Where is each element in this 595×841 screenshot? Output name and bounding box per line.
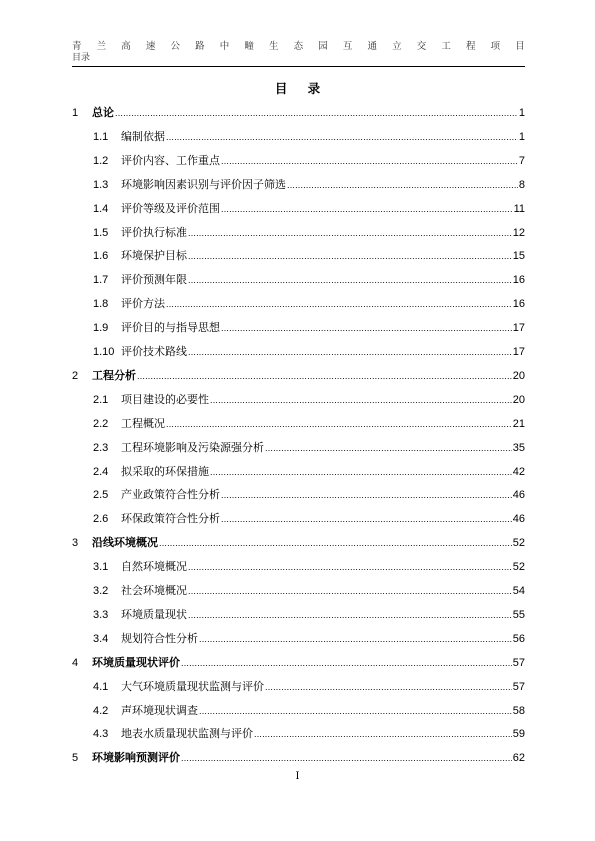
header-title-char: 疃 [244,41,254,52]
toc-entry[interactable] [72,363,525,383]
header-title-char: 速 [145,41,156,52]
toc-leader-dots [188,249,512,263]
toc-entry-title: 规划符合性分析 [121,632,198,645]
toc-entry-page: 16 [512,274,525,287]
toc-entry-number: 1.4 [93,202,109,215]
toc-entry[interactable] [72,745,525,765]
toc-entry[interactable] [72,148,525,168]
toc-entry-title: 环境质量现状 [121,608,187,621]
toc-entry-title: 评价内容、工作重点 [121,154,220,167]
toc-entry-number: 1.2 [93,154,109,167]
header-title-char: 态 [293,41,304,52]
toc-leader-dots [287,178,518,192]
toc-entry[interactable] [72,482,525,502]
toc-entry-page: 17 [512,346,525,358]
toc-entry-title: 评价等级及评价范围 [121,202,220,215]
toc-entry-page: 15 [512,250,525,263]
header-section-label: 目录 [72,53,91,63]
header-title-char: 兰 [96,41,107,52]
toc-entry-title: 环境影响预测评价 [92,752,180,765]
header-title-char: 路 [195,41,205,52]
toc-entry-title: 社会环境概况 [121,585,187,597]
toc-leader-dots [199,704,512,718]
toc-leader-dots [188,273,512,287]
page-header [72,41,525,64]
toc-leader-dots [188,345,512,359]
toc-entry[interactable] [72,243,525,263]
toc-entry-page: 17 [512,322,525,335]
toc-entry[interactable] [72,674,525,694]
header-title-char: 公 [170,41,181,52]
toc-leader-dots [199,632,512,646]
toc-entry[interactable] [72,291,525,311]
toc-entry-page: 7 [518,154,525,167]
toc-leader-dots [221,512,512,526]
toc-entry[interactable] [72,626,525,646]
toc-entry-number: 2.6 [93,513,109,526]
toc-entry-number: 1.7 [93,274,109,287]
header-project-title [72,41,525,53]
toc-entry-number: 1.10 [93,346,115,358]
page-number: I [295,771,300,782]
toc-entry-title: 评价预测年限 [121,274,187,287]
toc-entry[interactable] [72,267,525,287]
toc-entry[interactable] [72,339,525,359]
header-title-char: 互 [342,41,353,52]
toc-entry-page: 35 [512,441,525,454]
toc-leader-dots [166,130,518,144]
toc-entry-page: 20 [512,393,525,406]
header-title-char: 高 [121,41,131,52]
toc-entry-page: 57 [512,656,525,669]
toc-entry-page: 59 [512,728,525,741]
header-rule [72,66,525,67]
toc-entry[interactable] [72,411,525,431]
header-title-char: 项 [490,41,501,52]
toc-entry[interactable] [72,721,525,741]
toc-entry-number: 3.2 [93,585,109,597]
toc-entry[interactable] [72,554,525,574]
toc-entry[interactable] [72,650,525,670]
header-title-char: 工 [441,41,451,52]
toc-entry-page: 58 [512,704,525,717]
toc-entry[interactable] [72,530,525,550]
toc-entry-page: 12 [512,226,525,239]
toc-leader-dots [181,656,512,670]
toc-entry-page: 11 [513,202,525,215]
toc-entry-title: 环保政策符合性分析 [121,513,220,526]
toc-entry-page: 56 [512,632,525,645]
toc-entry[interactable] [72,315,525,335]
toc-entry-number: 4.2 [93,704,109,717]
toc-entry-title: 评价目的与指导思想 [121,322,220,335]
toc-leader-dots [188,226,512,240]
toc-entry-title: 沿线环境概况 [92,537,158,550]
toc-entry-number: 1.6 [93,250,109,263]
toc-entry[interactable] [72,172,525,192]
toc-entry-number: 2.2 [93,417,109,430]
toc-leader-dots [221,202,513,216]
toc-entry-number: 3.1 [93,561,109,574]
toc-leader-dots [115,106,518,120]
toc-entry[interactable] [72,435,525,455]
header-title-char: 目 [515,41,525,52]
toc-entry-number: 1.1 [93,130,109,143]
toc-entry[interactable] [72,578,525,598]
toc-entry-page: 55 [512,608,525,621]
toc-entry-page: 52 [512,537,525,550]
toc-entry-title: 评价执行标准 [121,226,187,239]
toc-entry-number: 1.9 [93,322,109,335]
header-title-char: 园 [318,41,328,52]
toc-entry-number: 2.1 [93,393,109,406]
toc-leader-dots [210,465,512,479]
toc-entry-title: 项目建设的必要性 [121,393,209,406]
toc-entry-number: 1.8 [93,298,109,311]
toc-entry-page: 54 [512,585,525,597]
toc-entry-page: 1 [518,130,525,143]
toc-entry-number: 4.3 [93,728,109,741]
toc-entry[interactable] [72,506,525,526]
toc-entry[interactable] [72,602,525,622]
toc-entry[interactable] [72,387,525,407]
toc-entry-page: 52 [512,561,525,574]
toc-entry-page: 46 [512,489,525,502]
toc-leader-dots [265,441,512,455]
toc-title: 目 录 [274,81,329,96]
toc-entry-page: 16 [512,298,525,311]
toc-leader-dots [181,751,512,765]
toc-entry-title: 评价方法 [121,298,165,311]
toc-entry[interactable] [72,698,525,718]
toc-entry-title: 大气环境质量现状监测与评价 [121,680,264,693]
toc-entry[interactable] [72,124,525,144]
toc-leader-dots [188,584,512,598]
toc-entry-number: 2 [72,369,79,382]
toc-entry-title: 编制依据 [121,130,165,143]
toc-entry-number: 1.3 [93,178,109,191]
toc-entry[interactable] [72,220,525,240]
toc-entry[interactable] [72,100,525,120]
toc-entry-number: 2.4 [93,465,109,478]
toc-entry-title: 环境质量现状评价 [92,656,180,669]
toc-entry[interactable] [72,459,525,479]
toc-entry-title: 声环境现状调查 [121,704,198,717]
toc-leader-dots [221,321,512,335]
toc-entry-title: 拟采取的环保措施 [121,465,209,478]
toc-leader-dots [166,417,512,431]
header-title-char: 青 [72,41,82,52]
header-title-char: 生 [269,41,279,52]
toc-leader-dots [166,297,512,311]
toc-entry-title: 自然环境概况 [121,561,187,574]
toc-entry-title: 工程环境影响及污染源强分析 [121,441,264,454]
toc-entry-title: 评价技术路线 [121,346,187,358]
toc-entry-page: 8 [518,178,525,191]
toc-entry-title: 工程概况 [121,417,165,430]
toc-entry-page: 46 [512,513,525,526]
header-title-char: 交 [416,41,427,52]
toc-entry-title: 地表水质量现状监测与评价 [121,728,253,741]
toc-entry-page: 62 [512,752,525,765]
toc-leader-dots [221,488,512,502]
toc-entry-page: 20 [512,369,525,382]
toc-entry-page: 21 [512,417,525,430]
toc-entry-number: 1 [72,107,79,119]
toc-entry-number: 3 [72,537,79,550]
header-title-char: 立 [392,41,402,52]
toc-entry-page: 1 [518,107,525,119]
toc-entry-number: 4.1 [93,680,109,693]
toc-entry-title: 环境保护目标 [121,250,187,263]
toc-leader-dots [221,154,518,168]
toc-entry-number: 3.4 [93,632,109,645]
toc-leader-dots [159,536,512,550]
toc-entry-number: 1.5 [93,226,109,239]
toc-entry-title: 工程分析 [92,369,136,382]
toc-leader-dots [137,369,512,383]
toc-entry-number: 3.3 [93,608,109,621]
toc-leader-dots [188,608,512,622]
toc-entry-page: 57 [512,680,525,693]
toc-entry-number: 4 [72,656,79,669]
toc-entry[interactable] [72,196,525,216]
header-title-char: 中 [219,41,230,52]
toc-entry-title: 总论 [92,107,114,119]
toc-leader-dots [254,727,512,741]
toc-leader-dots [188,560,512,574]
header-title-char: 程 [466,41,476,52]
toc-entry-title: 环境影响因素识别与评价因子筛选 [121,178,286,191]
toc-entry-title: 产业政策符合性分析 [121,489,220,502]
toc-leader-dots [265,680,512,694]
toc-entry-page: 42 [512,465,525,478]
toc-leader-dots [210,393,512,407]
toc-entry-number: 2.3 [93,441,109,454]
header-title-char: 通 [367,41,378,52]
toc-entry-number: 5 [72,752,79,765]
toc-entry-number: 2.5 [93,489,109,502]
